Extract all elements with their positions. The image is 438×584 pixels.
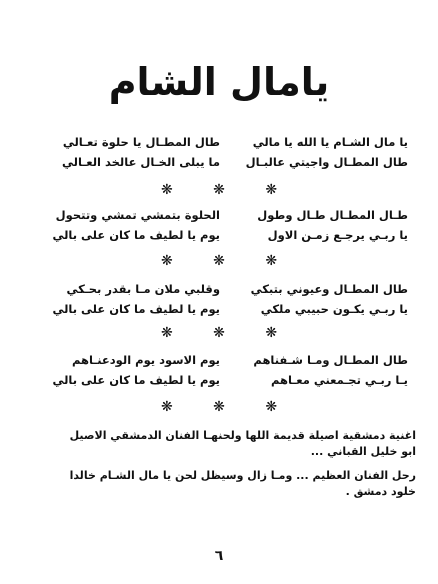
star-ornament: ❋ (265, 253, 278, 269)
verse-left-hemistich: طال المطـال يا حلوة تعـالي (62, 135, 220, 149)
star-ornament: ❋ (213, 399, 225, 415)
song-title: يامال الشام (108, 60, 330, 104)
verse-line (30, 225, 408, 245)
verse-line (30, 152, 408, 172)
verse-left-hemistich: يوم يا لطيف ما كان على بالي (52, 302, 220, 316)
verse-right-hemistich: يا ربـي يرجـع زمـن الاول (267, 228, 408, 242)
stanza-1 (30, 132, 408, 172)
verse-left-hemistich: وقلبي ملان مـا بقدر بحـكي (66, 282, 220, 296)
verse-left-hemistich: يوم الاسود يوم الودعنـاهم (71, 353, 220, 367)
page-number: ٦ (214, 548, 224, 564)
verse-right-hemistich: طال المطـال واجيتي عالبـال (245, 155, 408, 169)
star-ornament: ❋ (213, 253, 225, 269)
footnote-line: اغنية دمشقية اصيلة قديمة اللها ولحنهـا الفنان الدمشقي الاصيل (69, 429, 416, 442)
footnote-2 (22, 468, 416, 500)
verse-right-hemistich: يا مال الشـام يا الله يا مالي (252, 135, 408, 149)
footnote-1 (22, 428, 416, 460)
star-separator-1 (0, 182, 438, 198)
verse-left-hemistich: يوم يا لطيف ما كان على بالي (52, 373, 220, 387)
verse-right-hemistich: طال المطـال وعيوني بتبكي (250, 282, 408, 296)
footnote-line: ابو خليل القباني ... (310, 445, 416, 458)
star-ornament: ❋ (213, 325, 225, 341)
verse-right-hemistich: يـا ربـي تجـمعني معـاهم (270, 373, 408, 387)
verse-right-hemistich: طال المطـال ومـا شـفناهم (253, 353, 408, 367)
stanza-2 (30, 205, 408, 245)
verse-line (30, 132, 408, 152)
footnote-line: رحل الفنان العظيم ... ومـا زال وسيظل لحن يا مال الشـام خالدا (69, 469, 416, 482)
verse-left-hemistich: ما يبلى الخـال عالخد العـالي (62, 155, 220, 169)
star-ornament: ❋ (265, 325, 278, 341)
verse-left-hemistich: الحلوة بتمشي تمشي وتتحول (55, 208, 220, 222)
verse-right-hemistich: يا ربـي يكـون حبيبي ملكي (260, 302, 408, 316)
verse-right-hemistich: طـال المطـال طـال وطول (257, 208, 408, 222)
verse-line (30, 350, 408, 370)
star-ornament: ❋ (213, 182, 225, 198)
stanza-4 (30, 350, 408, 390)
verse-line (30, 279, 408, 299)
footnote-line: خلود دمشق . (345, 485, 416, 498)
verse-line (30, 205, 408, 225)
verse-left-hemistich: يوم يا لطيف ما كان على بالي (52, 228, 220, 242)
star-separator-4 (0, 399, 438, 415)
star-ornament: ❋ (160, 182, 173, 198)
star-ornament: ❋ (160, 325, 173, 341)
verse-line (30, 299, 408, 319)
stanza-3 (30, 279, 408, 319)
star-ornament: ❋ (160, 253, 173, 269)
star-ornament: ❋ (160, 399, 173, 415)
verse-line (30, 370, 408, 390)
star-ornament: ❋ (265, 399, 278, 415)
star-separator-2 (0, 253, 438, 269)
star-separator-3 (0, 325, 438, 341)
star-ornament: ❋ (265, 182, 278, 198)
